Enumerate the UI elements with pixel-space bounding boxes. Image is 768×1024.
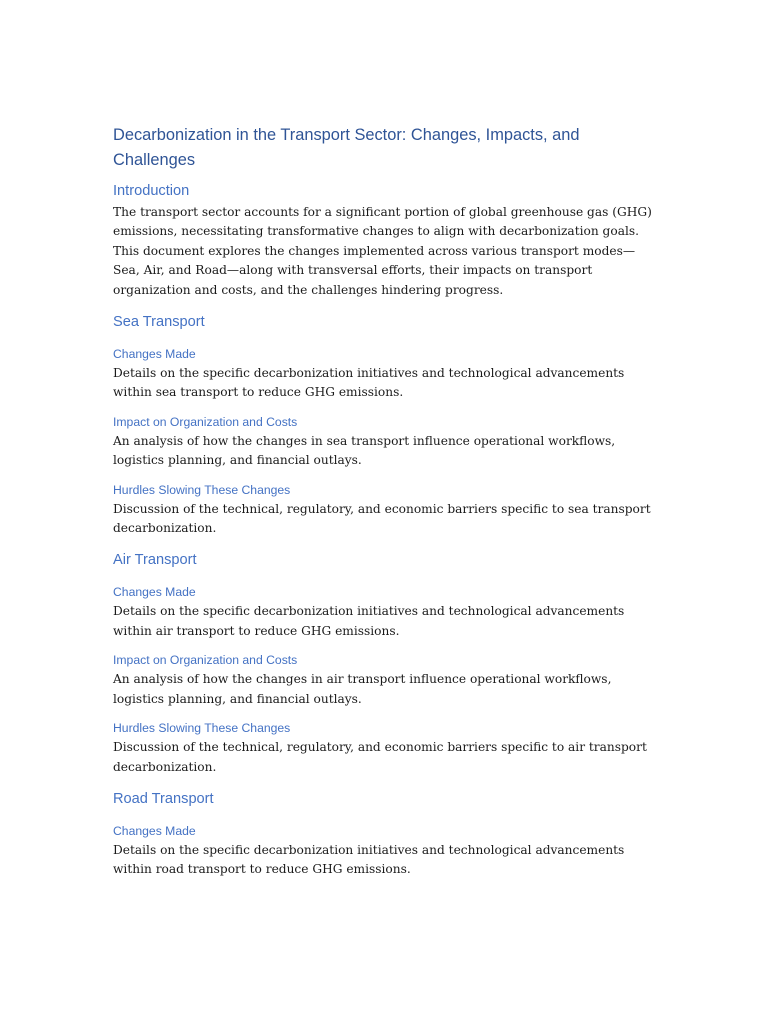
section-heading: Air Transport (113, 552, 197, 569)
subsection-text: An analysis of how the changes in sea transport influence operational workflows, logistics planning, and financial outlays. (113, 433, 616, 468)
subsection-heading: Changes Made (113, 347, 196, 362)
introduction-heading: Introduction (113, 183, 190, 199)
introduction-section (113, 182, 653, 300)
subsection-text: Details on the specific decarbonization initiatives and technological advancements within road transport to reduce GHG emissions. (113, 842, 625, 877)
section-heading: Road Transport (113, 790, 214, 807)
section-heading: Sea Transport (113, 314, 205, 331)
subsection-changes-made (113, 346, 653, 403)
section-sea-transport (113, 313, 653, 538)
subsection-text: Details on the specific decarbonization initiatives and technological advancements within sea transport to reduce GHG emissions. (113, 366, 625, 400)
subsection-heading: Hurdles Slowing These Changes (113, 482, 291, 497)
subsection-heading: Impact on Organization and Costs (113, 653, 298, 668)
subsection-text: Discussion of the technical, regulatory, and economic barriers specific to sea transport decarbonization. (113, 501, 651, 536)
subsection-text: Discussion of the technical, regulatory, and economic barriers specific to air transport decarbonization. (113, 740, 647, 774)
subsection-changes-made (113, 823, 653, 880)
subsection-text: Details on the specific decarbonization initiatives and technological advancements within air transport to reduce GHG emissions. (113, 604, 625, 638)
subsection-hurdles (113, 482, 653, 539)
subsection-heading: Hurdles Slowing These Changes (113, 721, 291, 736)
subsection-impact (113, 414, 653, 471)
introduction-text: The transport sector accounts for a significant portion of global greenhouse gas (GHG) emissions, necessitating transformative changes to align with decarbonization goals. This document explores the changes implemented across various transport modes—Sea, Air, and Road—along with transversal efforts, their impacts on transport organization and costs, and the challenges hindering progress. (113, 205, 652, 297)
subsection-changes-made (113, 584, 653, 641)
section-air-transport (113, 551, 653, 776)
subsection-hurdles (113, 720, 653, 777)
subsection-text: An analysis of how the changes in air transport influence operational workflows, logistics planning, and financial outlays. (113, 672, 612, 706)
document-title: Decarbonization in the Transport Sector: Changes, Impacts, and Challenges (113, 126, 580, 169)
subsection-impact (113, 652, 653, 709)
subsection-heading: Impact on Organization and Costs (113, 414, 298, 429)
section-road-transport (113, 790, 653, 880)
document-body (113, 123, 653, 893)
subsection-heading: Changes Made (113, 585, 196, 600)
subsection-heading: Changes Made (113, 823, 196, 838)
